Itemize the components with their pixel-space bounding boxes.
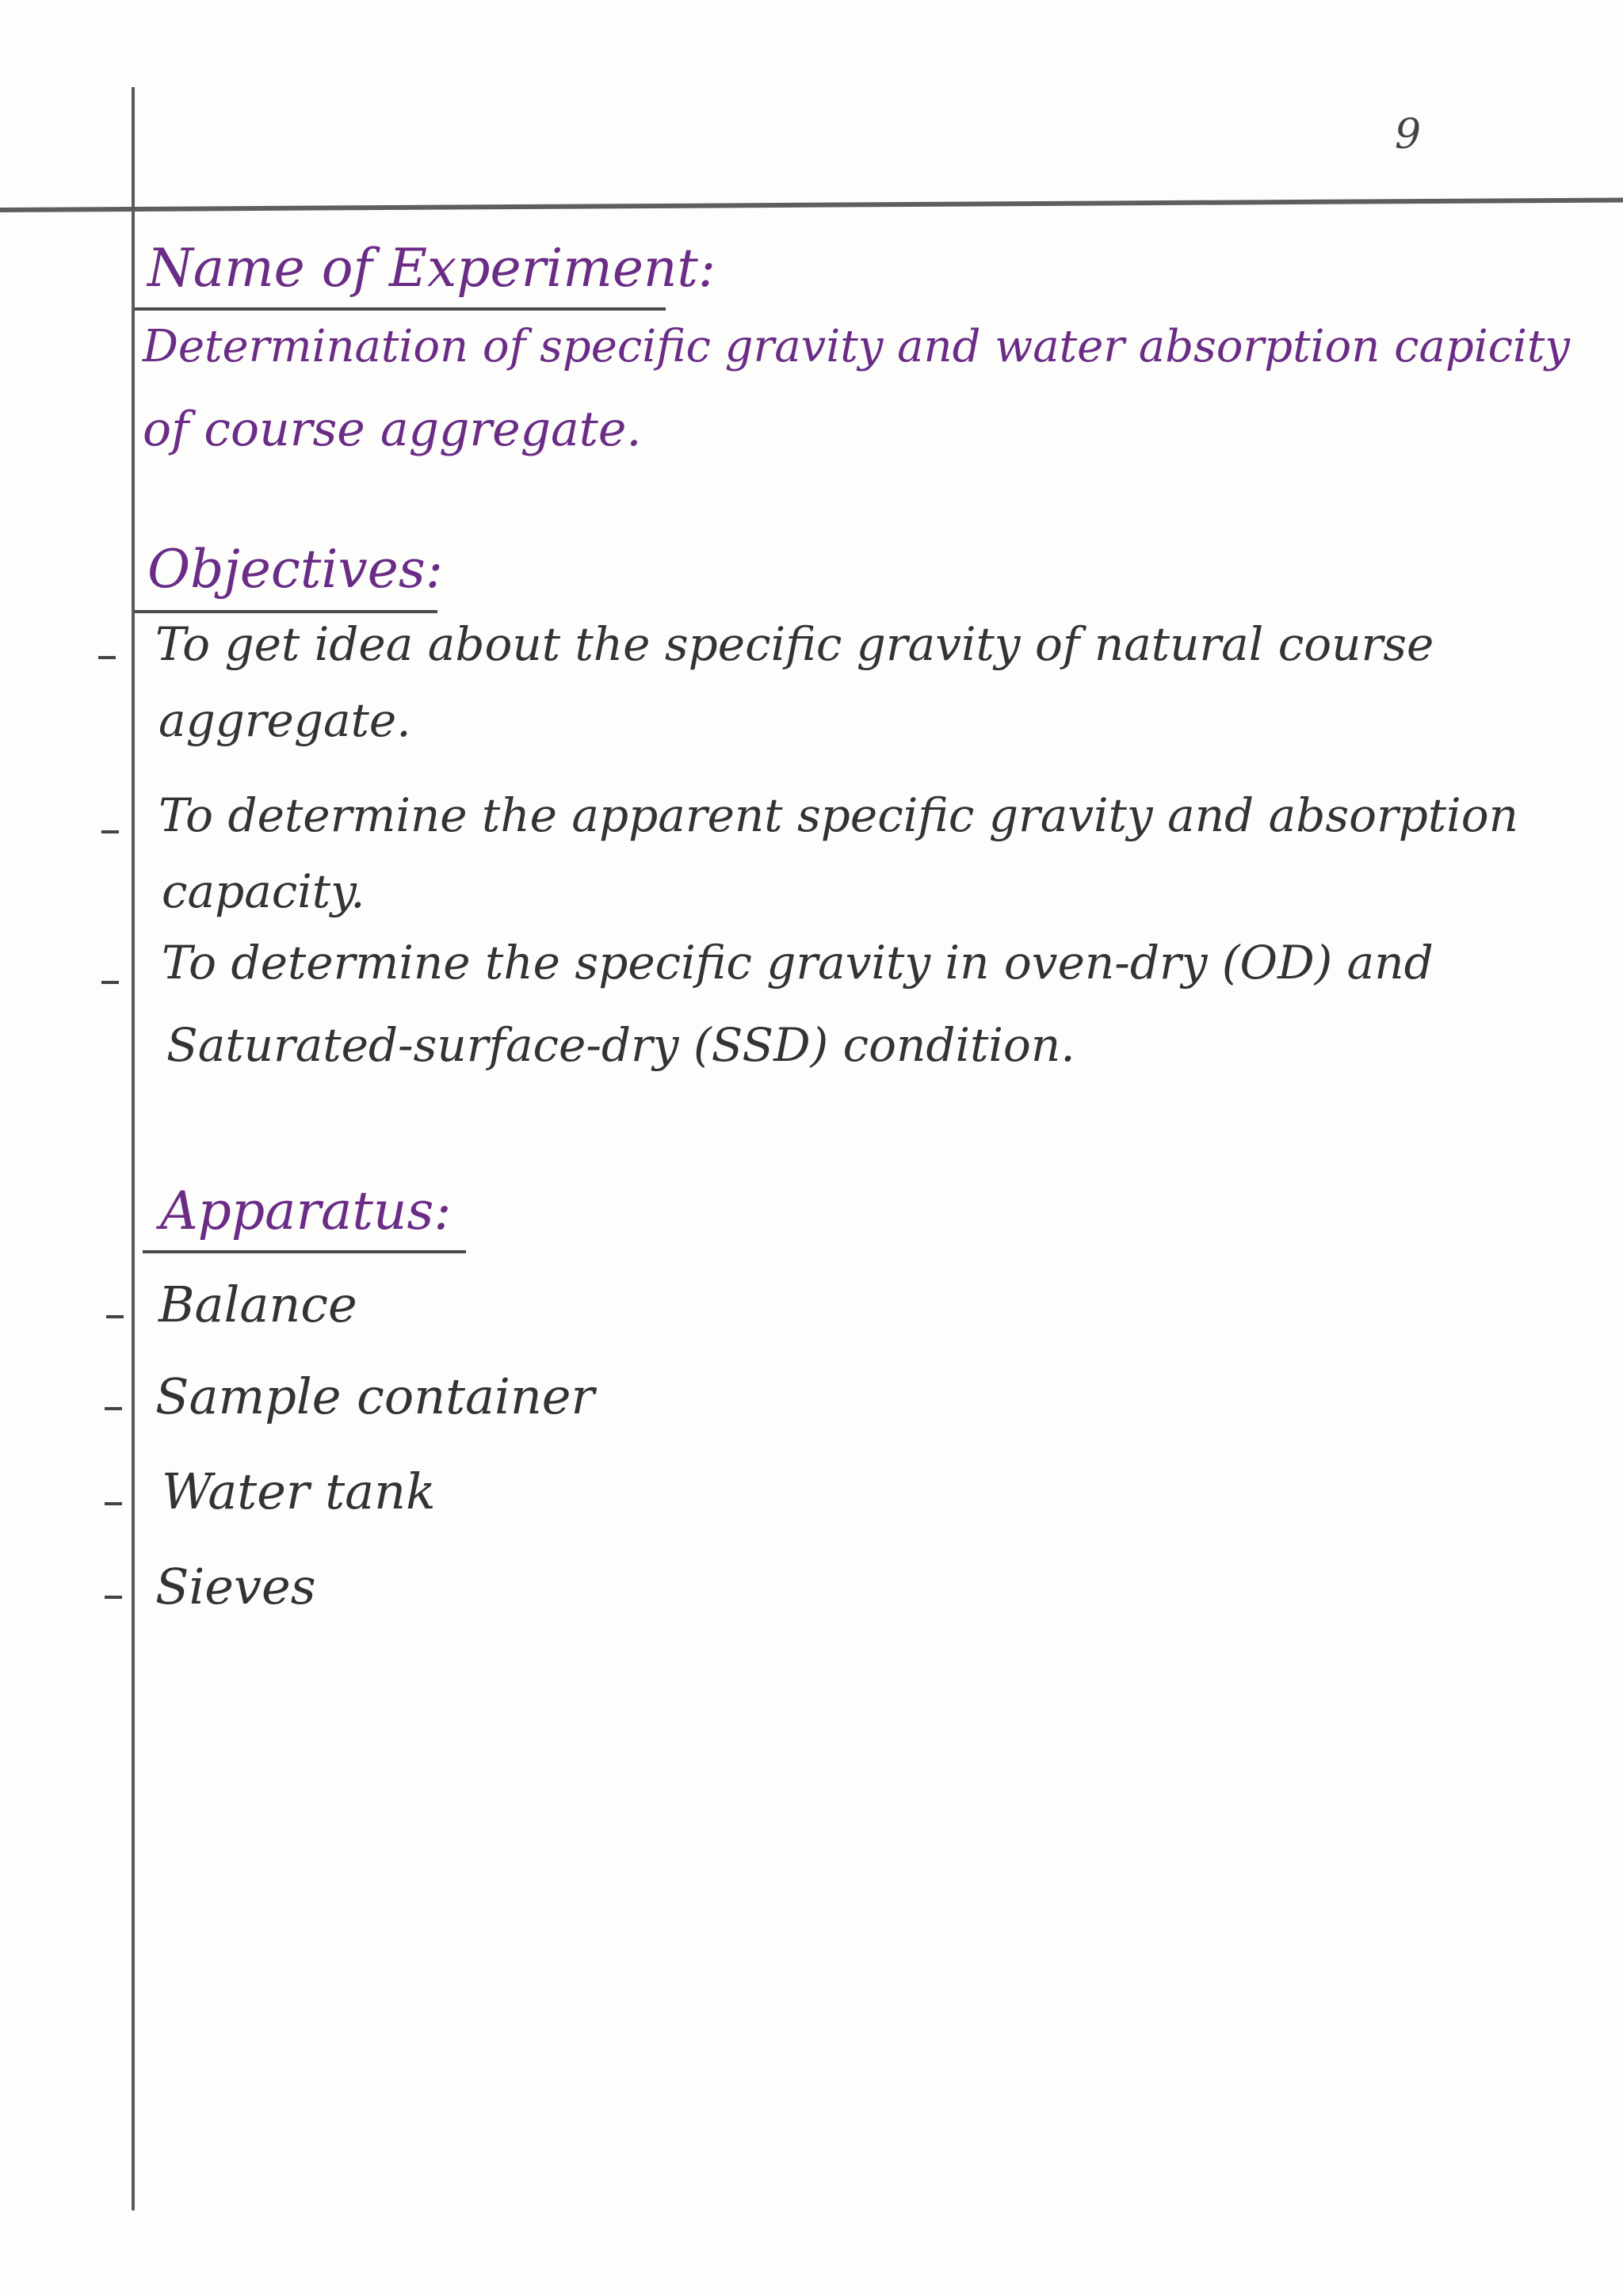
objective-2-line-2: capacity. bbox=[162, 864, 365, 918]
experiment-line-2: of course aggregate. bbox=[143, 402, 642, 457]
objectives-heading-underline bbox=[135, 610, 437, 613]
experiment-heading: Name of Experiment: bbox=[147, 238, 716, 299]
apparatus-item-2: Sample container bbox=[155, 1367, 595, 1425]
apparatus-bullet-2 bbox=[105, 1407, 122, 1410]
page-number: 9 bbox=[1395, 111, 1422, 158]
header-rule bbox=[0, 197, 1623, 212]
apparatus-item-1: Balance bbox=[158, 1276, 357, 1333]
objective-bullet-1 bbox=[98, 656, 116, 659]
objective-1-line-1: To get idea about the specific gravity of natural course bbox=[155, 617, 1434, 671]
apparatus-heading: Apparatus: bbox=[160, 1180, 452, 1241]
experiment-heading-underline bbox=[135, 307, 666, 311]
objective-1-line-2: aggregate. bbox=[158, 693, 411, 747]
objective-3-line-1: To determine the specific gravity in oven-dry (OD) and bbox=[162, 936, 1434, 990]
margin-line bbox=[132, 87, 135, 2210]
apparatus-bullet-4 bbox=[105, 1596, 122, 1599]
experiment-line-1: Determination of specific gravity and water absorption capicity bbox=[143, 321, 1571, 372]
objective-2-line-1: To determine the apparent specific gravity and absorption bbox=[158, 788, 1518, 842]
objectives-heading: Objectives: bbox=[147, 539, 443, 600]
apparatus-heading-underline bbox=[143, 1250, 466, 1253]
objective-bullet-2 bbox=[101, 830, 119, 833]
apparatus-item-4: Sieves bbox=[155, 1558, 316, 1615]
apparatus-bullet-3 bbox=[105, 1502, 122, 1505]
apparatus-item-3: Water tank bbox=[162, 1463, 436, 1520]
objective-3-line-2: Saturated-surface-dry (SSD) condition. bbox=[166, 1018, 1075, 1072]
objective-bullet-3 bbox=[101, 981, 119, 984]
apparatus-bullet-1 bbox=[106, 1315, 124, 1318]
